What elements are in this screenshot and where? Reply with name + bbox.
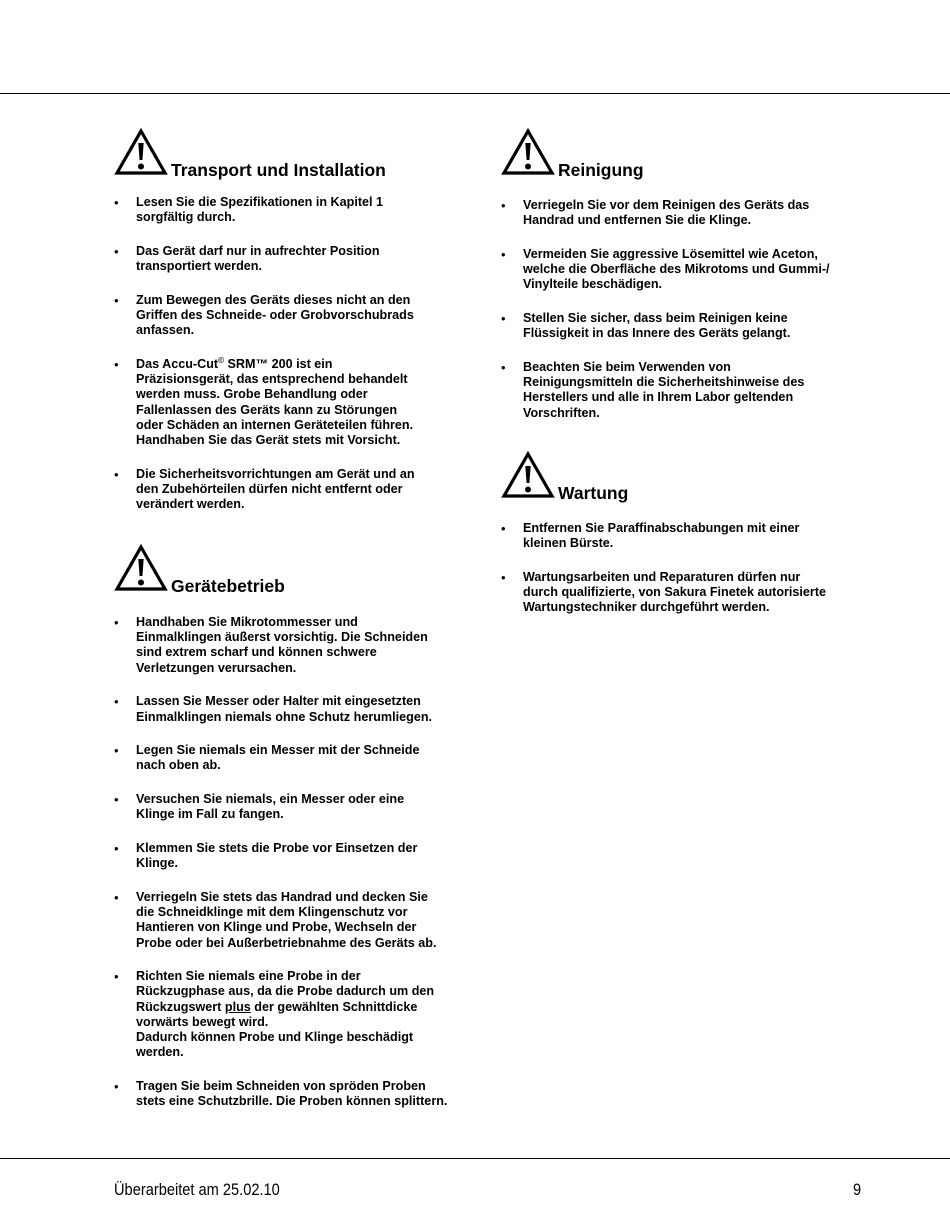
- list-item: [114, 694, 464, 724]
- warning-triangle-icon: [501, 451, 555, 499]
- section-title: Reinigung: [558, 160, 644, 180]
- list-item-text: Das Accu-Cut: [136, 356, 219, 371]
- bullet-list: [501, 521, 851, 616]
- list-item-text: Die Sicherheitsvorrichtungen am Gerät und an den Zubehörteilen dürfen nicht entfernt oder verändert werden.: [136, 466, 415, 512]
- list-item-text: Handhaben Sie Mikrotommesser und Einmalklingen äußerst vorsichtig. Die Schneiden sind extrem scharf und können schwere Verletzungen verursachen.: [136, 615, 428, 675]
- list-item: [114, 792, 464, 822]
- list-item-text: Legen Sie niemals ein Messer mit der Schneide nach oben ab.: [136, 743, 420, 773]
- list-item-text: Zum Bewegen des Geräts dieses nicht an den Griffen des Schneide- oder Grobvorschubrads anfassen.: [136, 292, 414, 338]
- footer-rule: [0, 1158, 950, 1159]
- list-item-text: Lesen Sie die Spezifikationen in Kapitel 1 sorgfältig durch.: [136, 195, 384, 225]
- section-header: [501, 128, 851, 180]
- list-item-text: Verriegeln Sie vor dem Reinigen des Geräts das Handrad und entfernen Sie die Klinge.: [523, 198, 810, 228]
- warning-triangle-icon: [114, 128, 168, 176]
- bullet-list: [114, 615, 464, 1109]
- list-item: [114, 244, 464, 274]
- list-item-text: Klemmen Sie stets die Probe vor Einsetzen der Klinge.: [136, 841, 418, 871]
- warning-triangle-icon: [114, 544, 168, 592]
- section-reinigung: [501, 128, 851, 439]
- list-item-text: SRM™ 200 ist ein Präzisionsgerät, das entsprechend behandelt werden muss. Grobe Behandlung oder Fallenlassen des Geräts kann zu Störungen oder Schäden an internen Geräteteilen führen. Handhaben Sie das Gerät stets mit Vorsicht.: [136, 356, 414, 447]
- list-item: [114, 615, 464, 676]
- section-title: Transport und Installation: [171, 160, 386, 180]
- warning-triangle-icon: [501, 128, 555, 176]
- list-item-text: Das Gerät darf nur in aufrechter Position transportiert werden.: [136, 243, 380, 274]
- copyright-mark: ©: [218, 355, 225, 365]
- list-item-text: Wartungsarbeiten und Reparaturen dürfen nur durch qualifizierte, von Sakura Finetek autorisierte Wartungstechniker durchgeführt werden.: [523, 569, 827, 615]
- list-item-text: Stellen Sie sicher, dass beim Reinigen keine Flüssigkeit in das Innere des Geräts gelangt.: [523, 311, 791, 341]
- list-item: [501, 198, 851, 228]
- list-item-text: Richten Sie niemals eine Probe in der Rückzugphase aus, da die Probe dadurch um den Rückzugswert: [136, 969, 435, 1014]
- list-item: [114, 293, 464, 339]
- list-item-text: Verriegeln Sie stets das Handrad und decken Sie die Schneidklinge mit dem Klingenschutz vor Hantieren von Klinge und Probe, Wechseln der Probe oder bei Außerbetriebnahme des Geräts ab.: [136, 889, 437, 950]
- list-item: [114, 195, 464, 225]
- list-item-text: Tragen Sie beim Schneiden von spröden Proben stets eine Schutzbrille. Die Proben können splittern.: [136, 1078, 448, 1109]
- section-title: Wartung: [558, 483, 629, 503]
- section-wartung: [501, 451, 851, 634]
- bullet-list: [114, 195, 464, 512]
- list-item-text: der gewählten Schnittdicke vorwärts bewegt wird. Dadurch können Probe und Klinge beschädigt werden.: [136, 999, 418, 1060]
- section-transport: [114, 128, 464, 531]
- list-item: [114, 467, 464, 513]
- emphasis-text: plus: [224, 999, 251, 1014]
- section-header: [114, 544, 464, 596]
- list-item: [501, 247, 851, 293]
- list-item: [114, 969, 464, 1060]
- list-item: [501, 360, 851, 421]
- section-header: [114, 128, 464, 180]
- list-item: [501, 570, 851, 616]
- bullet-list: [501, 198, 851, 421]
- list-item-text: Entfernen Sie Paraffinabschabungen mit einer kleinen Bürste.: [523, 521, 800, 551]
- section-header: [501, 451, 851, 503]
- page-number: 9: [853, 1180, 862, 1199]
- revision-date: Überarbeitet am 25.02.10: [114, 1180, 280, 1199]
- section-title: Gerätebetrieb: [171, 576, 285, 596]
- list-item: [501, 521, 851, 551]
- list-item: [114, 743, 464, 773]
- list-item-text: Lassen Sie Messer oder Halter mit eingesetzten Einmalklingen niemals ohne Schutz herumliegen.: [136, 694, 433, 724]
- list-item: [501, 311, 851, 341]
- list-item: [114, 890, 464, 951]
- list-item-text: Beachten Sie beim Verwenden von Reinigungsmitteln die Sicherheitshinweise des Herstellers und alle in Ihrem Labor geltenden Vorschriften.: [523, 359, 805, 420]
- list-item-text: Vermeiden Sie aggressive Lösemittel wie Aceton, welche die Oberfläche des Mikrotoms und Gummi-/ Vinylteile beschädigen.: [523, 246, 830, 292]
- list-item: [114, 841, 464, 871]
- section-betrieb: [114, 544, 464, 1128]
- list-item-text: Versuchen Sie niemals, ein Messer oder eine Klinge im Fall zu fangen.: [136, 792, 405, 822]
- list-item: [114, 357, 464, 448]
- header-rule: [0, 93, 950, 94]
- list-item: [114, 1079, 464, 1109]
